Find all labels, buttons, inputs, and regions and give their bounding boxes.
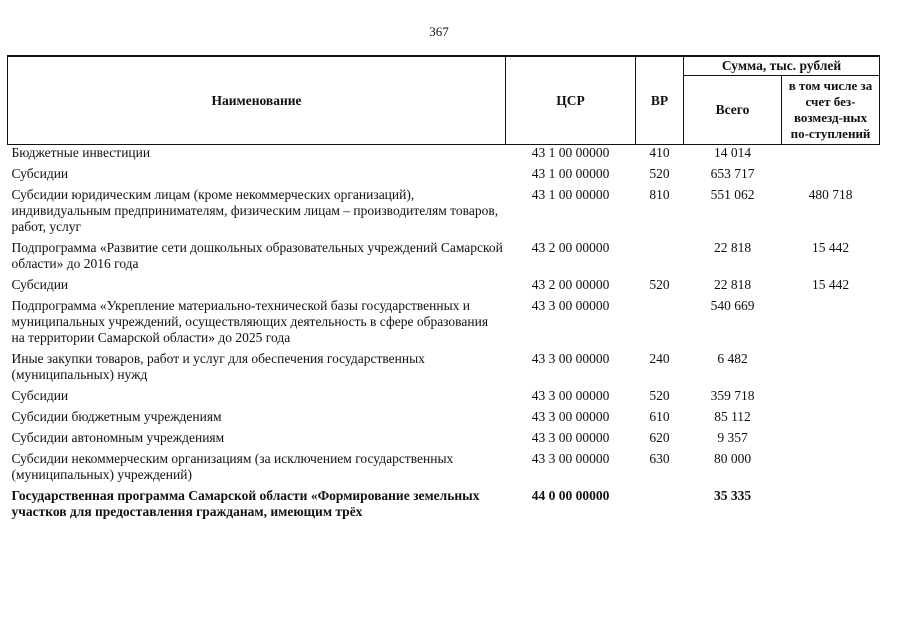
table-row [8, 145, 880, 167]
table-row [8, 166, 880, 187]
cell-vr [636, 240, 684, 277]
cell-vr [636, 298, 684, 351]
cell-name: Субсидии автономным учреждениям [11, 430, 225, 445]
table-row [8, 430, 880, 451]
header-free-receipts-text: в том числе за счет без-возмезд-ных по-ступлений [788, 78, 873, 141]
cell-vr: 410 [649, 145, 670, 160]
table-row [8, 351, 880, 388]
table-body [8, 145, 880, 526]
cell-free: 480 718 [808, 187, 853, 202]
header-csr: ЦСР [506, 56, 636, 145]
cell-csr: 43 1 00 00000 [531, 145, 610, 160]
cell-name: Подпрограмма «Развитие сети дошкольных образовательных учреждений Самарской области» до 2016 года [11, 240, 503, 271]
cell-vr: 520 [649, 166, 670, 181]
table-row [8, 240, 880, 277]
cell-csr: 43 1 00 00000 [531, 187, 610, 202]
cell-name: Субсидии некоммерческим организациям (за исключением государственных (муниципальных) учреждений) [11, 451, 454, 482]
cell-csr: 43 3 00 00000 [531, 409, 610, 424]
cell-total: 14 014 [713, 145, 752, 160]
table-row [8, 451, 880, 488]
cell-total: 6 482 [717, 351, 748, 366]
budget-table [7, 55, 880, 525]
cell-csr: 43 3 00 00000 [531, 388, 610, 403]
cell-name: Субсидии [11, 277, 69, 292]
cell-name: Подпрограмма «Укрепление материально-технической базы государственных и муниципальных учреждений, осуществляющих деятельность в сфере образования на территории Самарской области» до 2025 года [11, 298, 489, 345]
cell-name: Субсидии бюджетным учреждениям [11, 409, 222, 424]
cell-vr: 630 [649, 451, 670, 466]
cell-csr: 43 3 00 00000 [531, 351, 610, 366]
cell-name: Государственная программа Самарской области «Формирование земельных участков для предоставления гражданам, имеющим трёх [11, 488, 480, 519]
cell-free: 15 442 [811, 240, 850, 255]
cell-total: 22 818 [713, 277, 752, 292]
cell-csr: 43 3 00 00000 [531, 451, 610, 466]
cell-free [782, 166, 880, 187]
cell-name: Субсидии юридическим лицам (кроме некоммерческих организаций), индивидуальным предпринимателям, физическим лицам – производителям товаров, работ, услуг [11, 187, 499, 234]
cell-csr: 43 3 00 00000 [531, 430, 610, 445]
table-row [8, 277, 880, 298]
table-header [8, 56, 880, 145]
cell-vr: 810 [649, 187, 670, 202]
cell-vr: 240 [649, 351, 670, 366]
cell-total: 80 000 [713, 451, 752, 466]
cell-vr [636, 488, 684, 525]
cell-free [782, 409, 880, 430]
cell-free [782, 351, 880, 388]
cell-free: 15 442 [811, 277, 850, 292]
table-row [8, 298, 880, 351]
header-vr: ВР [636, 56, 684, 145]
cell-total: 85 112 [714, 409, 751, 424]
cell-total: 540 669 [710, 298, 755, 313]
cell-total: 9 357 [717, 430, 748, 445]
cell-vr: 520 [649, 388, 670, 403]
table-row [8, 409, 880, 430]
cell-free [782, 430, 880, 451]
cell-total: 359 718 [710, 388, 755, 403]
cell-free [782, 298, 880, 351]
table-row [8, 187, 880, 240]
cell-free [782, 488, 880, 525]
header-total: Всего [684, 76, 782, 145]
table-row [8, 388, 880, 409]
cell-csr: 43 2 00 00000 [531, 277, 610, 292]
page-number: 367 [429, 24, 449, 39]
table-row [8, 488, 880, 525]
cell-name: Субсидии [11, 166, 69, 181]
cell-name: Субсидии [11, 388, 69, 403]
cell-vr: 520 [649, 277, 670, 292]
cell-total: 35 335 [713, 488, 752, 503]
cell-free [782, 145, 880, 167]
header-free-receipts [782, 76, 880, 145]
cell-free [782, 451, 880, 488]
cell-vr: 610 [649, 409, 670, 424]
cell-name: Иные закупки товаров, работ и услуг для обеспечения государственных (муниципальных) нужд [11, 351, 425, 382]
header-sum-group: Сумма, тыс. рублей [684, 56, 880, 76]
cell-vr: 620 [649, 430, 670, 445]
cell-csr: 44 0 00 00000 [531, 488, 610, 503]
cell-csr: 43 3 00 00000 [531, 298, 610, 313]
cell-total: 22 818 [713, 240, 752, 255]
header-name: Наименование [8, 56, 506, 145]
cell-name: Бюджетные инвестиции [11, 145, 151, 160]
cell-total: 653 717 [710, 166, 755, 181]
cell-csr: 43 1 00 00000 [531, 166, 610, 181]
cell-free [782, 388, 880, 409]
cell-total: 551 062 [710, 187, 755, 202]
cell-csr: 43 2 00 00000 [531, 240, 610, 255]
